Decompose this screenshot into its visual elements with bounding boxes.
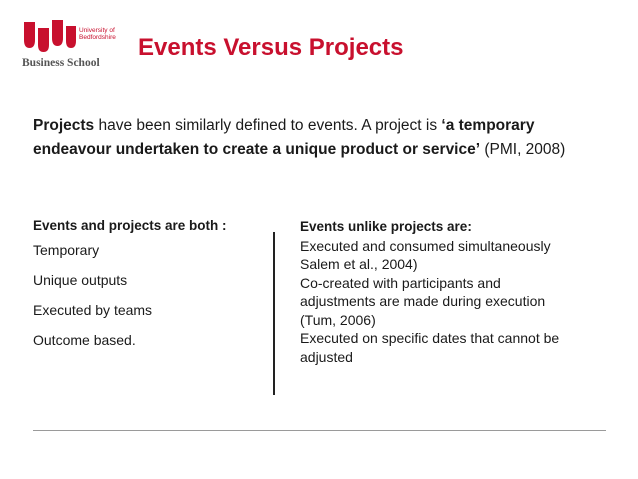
university-name-line1: University of [79, 27, 115, 34]
left-column-heading: Events and projects are both : [33, 218, 227, 233]
university-logo [22, 18, 132, 70]
intro-paragraph [33, 114, 613, 162]
university-name [79, 27, 129, 41]
right-column-heading: Events unlike projects are: [300, 219, 472, 234]
list-item: Outcome based. [33, 332, 136, 348]
list-item: Temporary [33, 242, 100, 258]
right-column-line: (Tum, 2006) [300, 311, 376, 328]
right-column-line: Executed on specific dates that cannot be [300, 330, 560, 346]
column-divider [273, 232, 275, 395]
slide-title: Events Versus Projects [138, 34, 404, 61]
university-logo-icon [22, 18, 78, 54]
intro-bold-quote: ‘a temporary endeavour undertaken to create a unique product or service’ [33, 117, 535, 158]
intro-bold-projects: Projects [33, 117, 95, 134]
intro-text-2: (PMI, 2008) [480, 141, 566, 158]
intro-text-1: have been similarly defined to events. A project is [94, 117, 442, 134]
right-column-line: Co-created with participants and [300, 274, 501, 291]
right-column [300, 218, 620, 366]
list-item: Unique outputs [33, 272, 128, 288]
university-name-line2: Bedfordshire [79, 34, 116, 41]
school-name: Business School [22, 57, 100, 69]
right-column-line: Executed and consumed simultaneously [300, 237, 551, 254]
left-column [33, 218, 273, 362]
right-column-line: Salem et al., 2004) [300, 256, 418, 272]
right-column-line: adjustments are made during execution [300, 293, 546, 309]
bottom-rule [33, 430, 606, 431]
list-item: Executed by teams [33, 302, 153, 318]
right-column-line: adjusted [300, 348, 353, 365]
